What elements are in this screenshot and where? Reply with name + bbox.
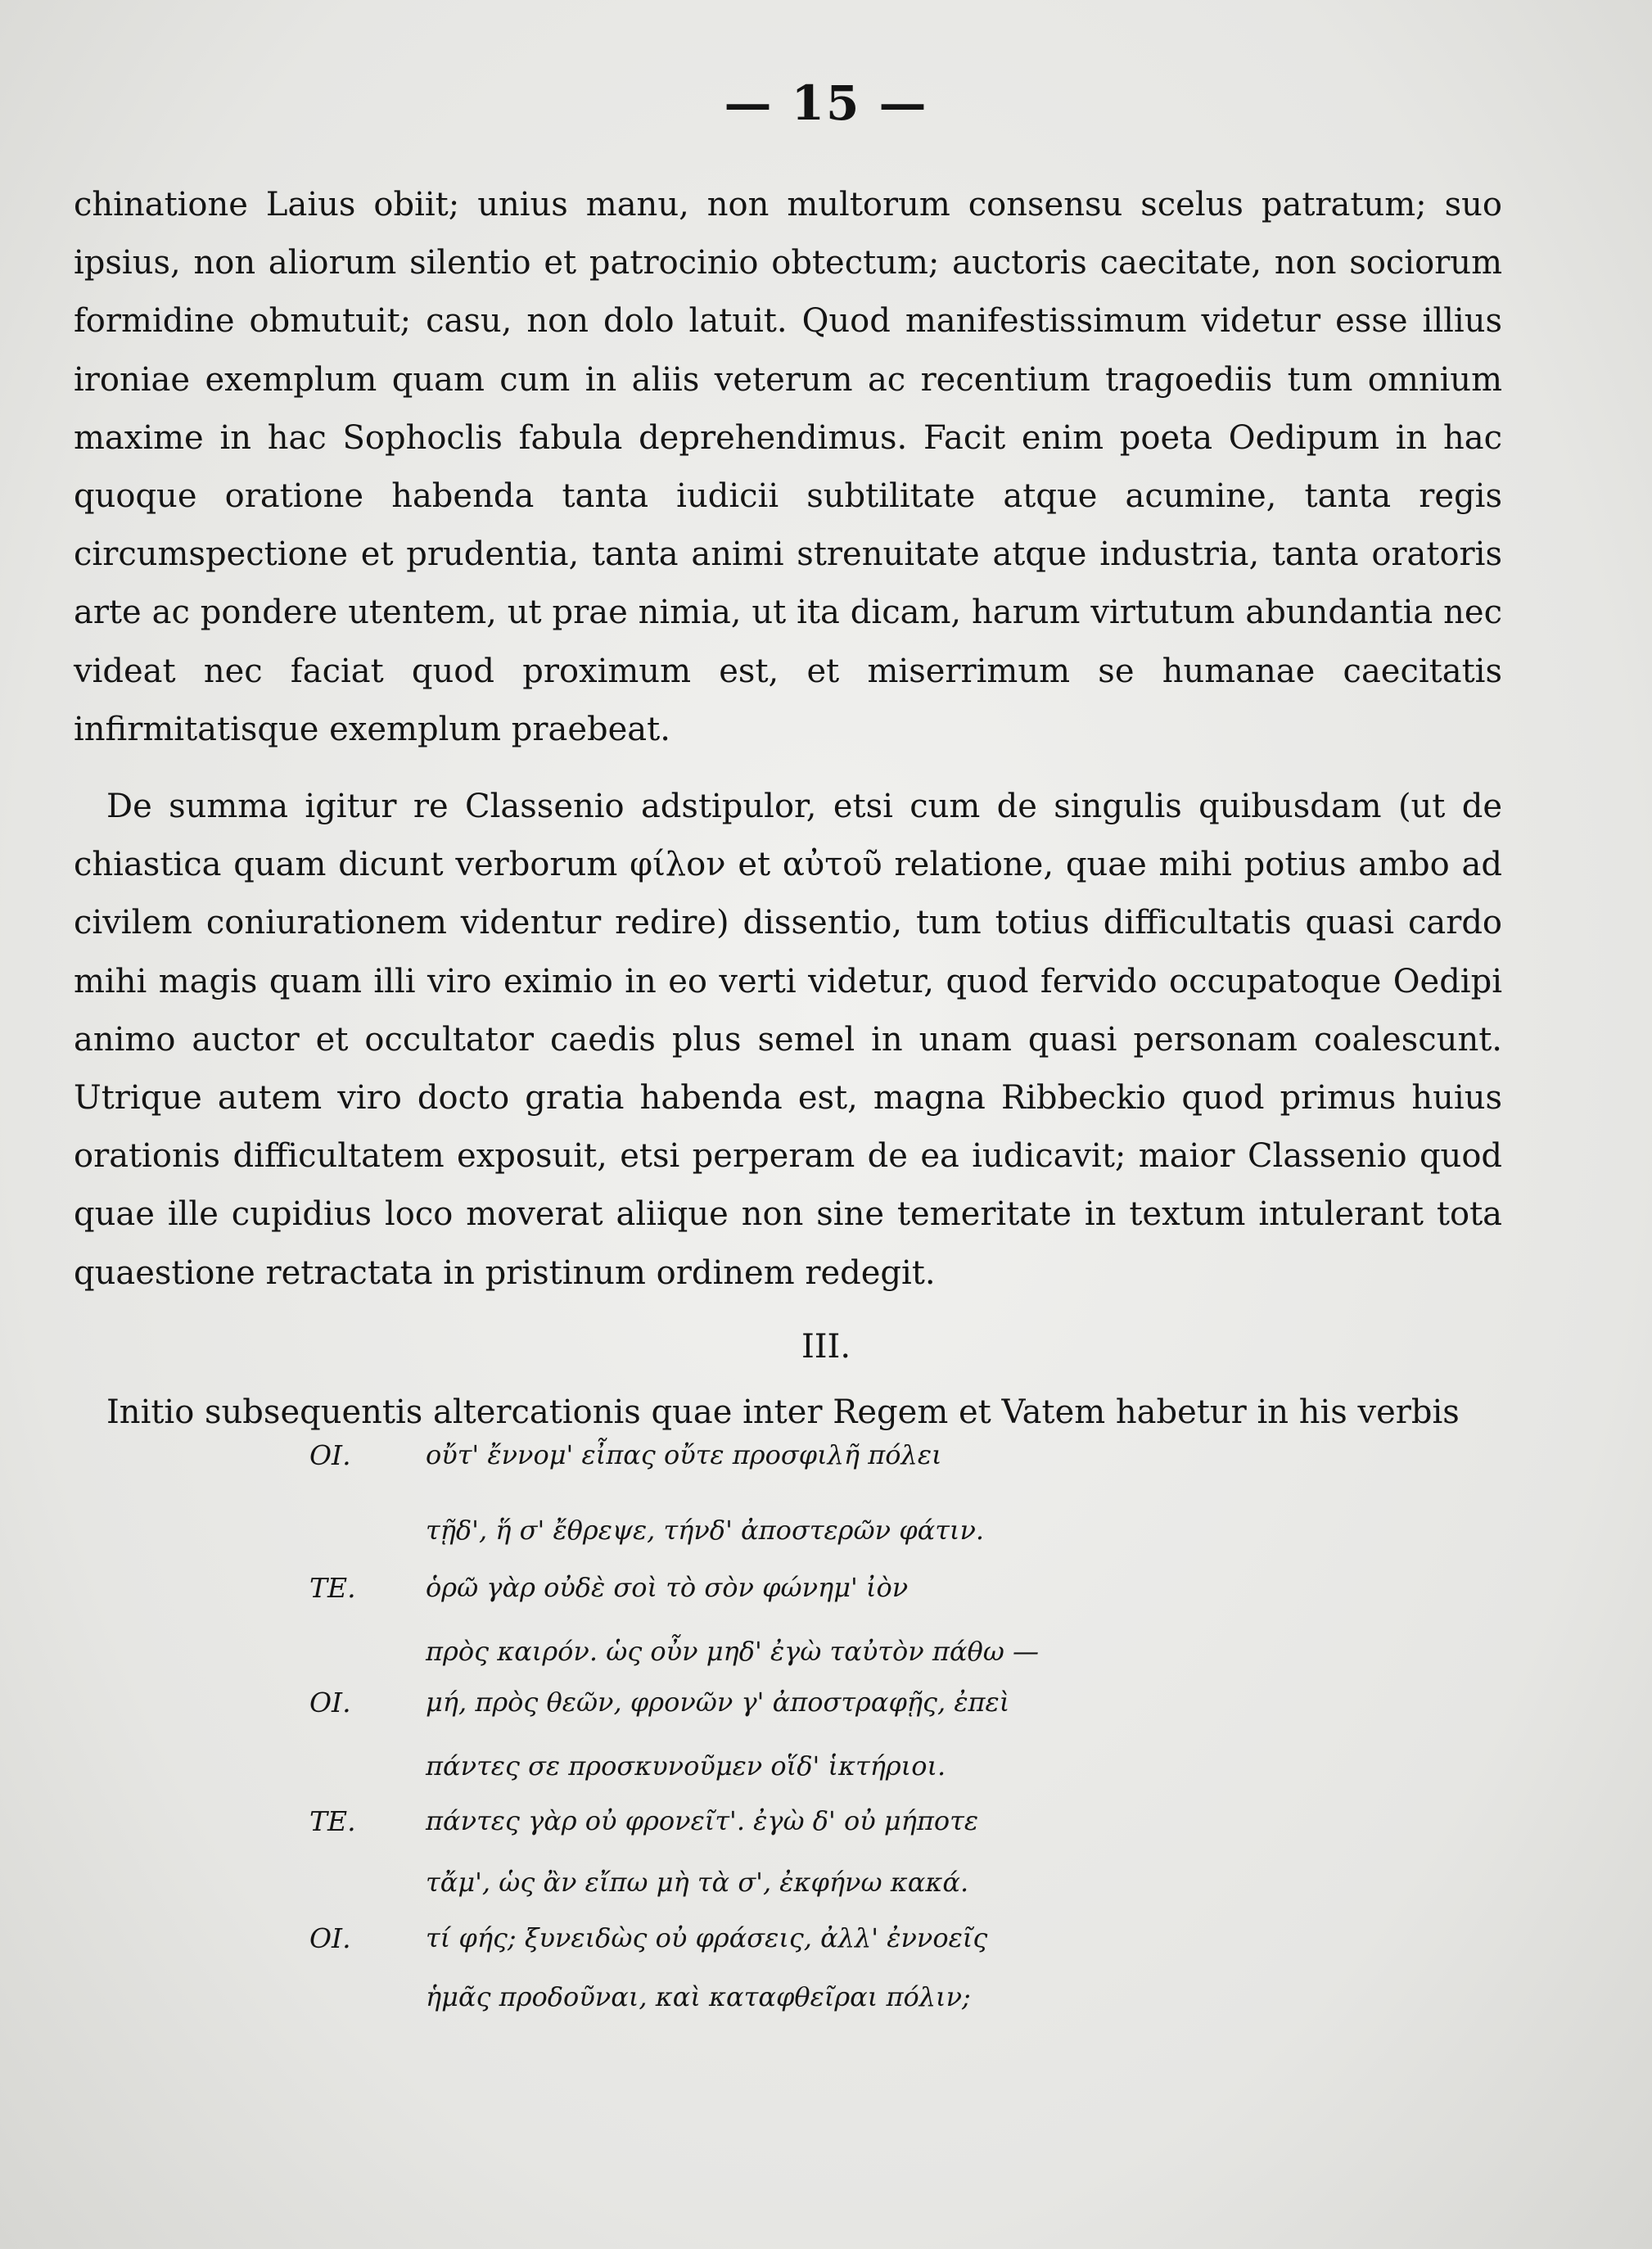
verse-text: τἄμ', ὡς ἂν εἴπω μὴ τὰ σ', ἐκφήνω κακά. [426,1867,969,1898]
verse-text: τῇδ', ἥ σ' ἔθρεψε, τήνδ' ἀποστερῶν φάτιν. [426,1515,985,1546]
verse-text: πρὸς καιρόν. ὡς οὖν μηδ' ἐγὼ ταὐτὸν πάθω — [426,1636,1040,1667]
verse-text: μή, πρὸς θεῶν, φρονῶν γ' ἀποστραφῇς, ἐπεὶ [426,1687,1010,1718]
verse-text: τί φής; ξυνειδὼς οὐ φράσεις, ἀλλ' ἐννοεῖς [426,1922,988,1953]
page-number: — 15 — [724,75,928,131]
verse-text: οὔτ' ἔννομ' εἶπας οὔτε προσφιλῆ πόλει [426,1439,942,1470]
verse-text: ὁρῶ γὰρ οὐδὲ σοὶ τὸ σὸν φώνημ' ἰὸν [426,1572,909,1603]
paragraph-2: De summa igitur re Classenio adstipulor, etsi cum de singulis quibusdam (ut de chiastica quam dicunt verborum φίλον et αὐτοῦ relatione, quae mihi potius ambo ad civilem coniurationem videntur redire) dissentio, tum totius difficultatis quasi cardo mihi magis quam illi viro eximio in eo verti videtur, quod fervido occupatoque Oedipi animo auctor et occultator caedis plus semel in unam quasi personam coalescunt. Utrique autem viro docto gratia habenda est, magna Ribbeckio quod primus huius orationis difficultatem exposuit, etsi perperam de ea iudicavit; maior Classenio quod quae ille cupidius loco moverat aliique non sine temeritate in textum intulerant tota quaestione retractata in pristinum ordinem redegit. [74,788,1502,1292]
verse-text: ἡμᾶς προδοῦναι, καὶ καταφθεῖραι πόλιν; [426,1981,971,2012]
paragraph-3: Initio subsequentis altercationis quae inter Regem et Vatem habetur in his verbis [106,1393,1460,1431]
verse-text: πάντες σε προσκυνοῦμεν οἵδ' ἱκτήριοι. [426,1750,946,1782]
paragraph-1: chinatione Laius obiit; unius manu, non multorum consensu scelus patratum; suo ipsius, non aliorum silentio et patrocinio obtectum; auctoris caecitate, non sociorum formidine obmutuit; casu, non dolo latuit. Quod manifestissimum videtur esse illius ironiae exemplum quam cum in aliis veterum ac recentium tragoediis tum omnium maxime in hac Sophoclis fabula deprehendimus. Facit enim poeta Oedipum in hac quoque oratione habenda tanta iudicii subtilitate atque acumine, tanta regis circumspectione et prudentia, tanta animi strenuitate atque industria, tanta oratoris arte ac pondere utentem, ut prae nimia, ut ita dicam, harum virtutum abundantia nec videat nec faciat quod proximum est, et miserrimum se humanae caecitatis infirmitatisque exemplum praebeat. [74,186,1502,748]
verse-speaker: OI. [309,1687,351,1718]
section-heading: III. [801,1328,851,1366]
verse-text: πάντες γὰρ οὐ φρονεῖτ'. ἐγὼ δ' οὐ μήποτε [426,1805,978,1836]
verse-speaker: OI. [309,1439,351,1471]
verse-speaker: OI. [309,1922,351,1954]
verse-speaker: TE. [309,1572,356,1604]
verse-speaker: TE. [309,1805,356,1837]
